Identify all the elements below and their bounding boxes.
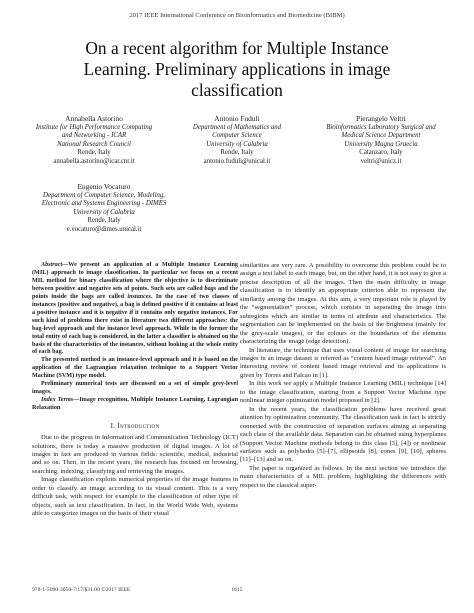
author-affiliation: Institute for High Performance Computing bbox=[35, 123, 153, 131]
author-name: Antonio Fuduli bbox=[214, 114, 260, 123]
abstract-paragraph: The presented method is an instance-level approach and it is based on the application of the Lagrangian relaxation technique to a Support Vector Machine (SVM) type model. bbox=[32, 357, 238, 380]
body-paragraph: Image classification exploits numerical properties of the image features in order to classify an image according to its visual content. This is a very difficult task, with respect for example to the classification of other type of objects, such as text classification. In fact, in the World Wide Web, systems able to categorize images on the basis of their visual bbox=[32, 476, 238, 518]
body-paragraph: In the recent years, the classification problems have received great attention by optimization community. The classification task in fact is strictly connected with the construction of separation surfaces aiming at separating each class of the available data. Separation can be obtained using hyperplanes (Support Vector Machine methods belong to this class [3], [4]) or nonlinear surfaces such as polyhedra [5]–[7], ellipsoids [8], cones [9], [10], spheres [11]–[13] and so on. bbox=[240, 405, 446, 464]
author-email[interactable]: veltri@unicz.it bbox=[360, 157, 402, 165]
author-email[interactable]: antonio.fuduli@unical.it bbox=[203, 157, 271, 165]
left-column bbox=[32, 262, 238, 519]
author-affiliation: University Magna Graecia bbox=[344, 140, 418, 148]
author-email[interactable]: e.vocaturo@dimes.unical.it bbox=[66, 225, 142, 233]
author-affiliation: University of Calabria bbox=[73, 208, 135, 216]
paper-title bbox=[40, 38, 434, 101]
body-paragraph: Due to the progress in Information and Communication Technology (ICT) solutions, there is today a massive production of digital images. A lot of images in fact are produced in various fields: scientific, medical, industrial and so on. Then, in the recent years, the research has focused on browsing, searching, indexing, classifying and retrieving the images. bbox=[32, 434, 238, 475]
author-affiliation: Bioinformatics Laboratory Surgical and bbox=[326, 123, 436, 131]
title-line: classification bbox=[191, 80, 283, 100]
page-number: 1615 bbox=[231, 587, 243, 593]
author-location: Rende, Italy bbox=[220, 149, 254, 157]
author-block bbox=[311, 115, 451, 167]
body-paragraph: In this work we apply a Multiple Instance Learning (MIL) technique [14] to the image classification, starting from a Support Vector Machine type nonlinear integer optimization model proposed in [2]. bbox=[240, 380, 446, 405]
author-block bbox=[24, 183, 184, 235]
author-affiliation: National Research Council bbox=[57, 140, 131, 148]
author-affiliation: Computer Science bbox=[212, 132, 262, 140]
intro-text bbox=[32, 434, 238, 519]
author-affiliation: University of Calabria bbox=[206, 140, 268, 148]
abstract-paragraph: Preliminary numerical tests are discussed on a set of simple grey-level images. bbox=[32, 381, 238, 396]
conference-header: 2017 IEEE International Conference on Bioinformatics and Biomedicine (BIBM) bbox=[129, 12, 345, 19]
title-line: Learning. Preliminary applications in image bbox=[83, 59, 391, 79]
author-name: Pierangelo Veltri bbox=[356, 114, 406, 123]
author-name: Eugenio Vocaturo bbox=[77, 182, 131, 191]
author-affiliation: Medical Science Department bbox=[341, 132, 421, 140]
title-line: On a recent algorithm for Multiple Instance bbox=[85, 38, 389, 58]
abstract-paragraph: Abstract—We present an application of a Multiple Instance Learning (MIL) approach to image classification. In particular we focus on a recent MIL method for binary classification where the objective is to discriminate between positive and negative sets of points. Such sets are called bags and the points inside the bags are called instances. In the case of two classes of instances (positive and negative), a bag is defined positive if it contains at least a positive instance and it is negative if it contains only negative instances. For such kind of problems there exist in literature two different approaches: the bag-level approach and the instance level approach. While in the former the total entity of each bag is considered, in the latter a classifier is obtained on the basis of the characteristics of the instances, without looking at the whole entity of each bag. bbox=[32, 262, 239, 356]
body-paragraph: similarities are very rare. A possibility to overcome this problem could be to assign a text label to each image, but, on the other hand, it is not easy to give a precise description of all the images. Then the main difficulty in image classification is to identify an appropriate criterion able to represent the similarity among the images. At this aim, a very important role is played by the “segmentation” process, which consists in separating the image into subregions which are similar in terms of attribute and characteristics. The segmentation can be implemented on the basis of the brightness (mainly for the grey-scale images), or the colours or the boundaries of the elements characterizing the image (edge detection). bbox=[240, 262, 446, 346]
author-name: Annabella Astorino bbox=[65, 114, 123, 123]
author-affiliation: Electronic and Systems Engineering - DIMES bbox=[41, 200, 167, 208]
body-paragraph: In literature, the technique that uses visual content of image for searching images in an image dataset is referred as “content based image retrieval”. An interesting review of content based image retrieval and its applications is given by Torres and Falcao in [1]. bbox=[240, 346, 446, 379]
author-location: Rende, Italy bbox=[77, 149, 111, 157]
section-heading: I. Introduction bbox=[110, 422, 160, 431]
author-email[interactable]: annabella.astorino@icar.cnr.it bbox=[53, 157, 135, 165]
right-column bbox=[240, 262, 446, 490]
body-paragraph: The paper is organized as follows. In the next section we introduce the main characteristics of a MIL problem, highlighting the differences with respect to the classical super- bbox=[240, 464, 446, 489]
author-block bbox=[24, 115, 164, 167]
author-location: Catanzaro, Italy bbox=[359, 149, 403, 157]
author-affiliation: Department of Computer Science, Modeling, bbox=[43, 191, 165, 199]
index-terms: Index Terms—Image recognition, Multiple Instance Learning, Lagrangian Relaxation bbox=[32, 397, 238, 412]
author-location: Rende, Italy bbox=[87, 217, 121, 225]
abstract bbox=[32, 262, 238, 413]
abstract-label: Abstract bbox=[41, 262, 63, 268]
isbn-copyright: 978-1-5090-3050-7/17/$31.00 ©2017 IEEE bbox=[32, 587, 131, 593]
author-affiliation: and Networking - ICAR bbox=[61, 132, 127, 140]
author-affiliation: Department of Mathematics and bbox=[192, 123, 282, 131]
index-terms-label: Index Terms bbox=[41, 397, 74, 404]
author-block bbox=[167, 115, 307, 167]
